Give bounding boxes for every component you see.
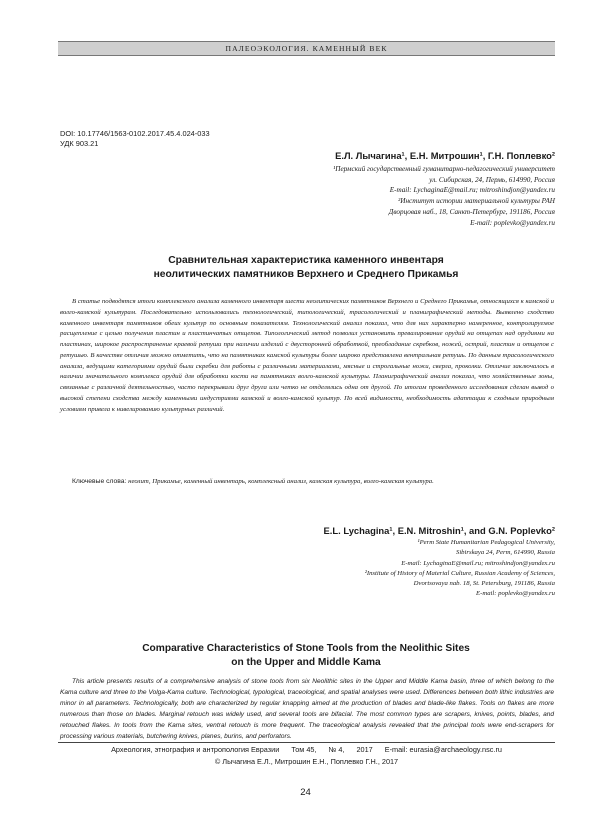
affiliation-line: Dvortsovaya nab. 18, St. Petersburg, 191186, Russia [413,580,555,588]
affiliation-line: ул. Сибирская, 24, Пермь, 614990, Россия [429,175,555,184]
doi-block [60,129,210,149]
affiliation-line: ¹Пермский государственный гуманитарно-педагогический университет [333,165,555,173]
udk: УДК 903.21 [60,139,99,148]
abstract-en: This article presents results of a comprehensive analysis of stone tools from six Neolithic sites in the Upper and Middle Kama basin, three of which belong to the Kama culture and three to the Volga-Kama culture. Technological, typological, traceological, and spatial analyses were used. Differences between both lithic industries are minor in all parameters. Technologically, both are characterized by regular knapping aimed at the production of blades and blade-like flakes. Tools on flakes are more numerous than those on blades. Marginal retouch was widely used, and several tools are bifacial. The most common types are scrapers, knives, points, blades, and retouched flakes. In tools from the Kama sites, ventral retouch is more frequent. The traceological analysis revealed that the principal tools were end-scrapers for processing various materials, butchering knives, planes, burins, and perforators. [60,678,554,740]
affiliation-line: ¹Perm State Humanitarian Pedagogical University, [417,539,555,546]
affiliation-line: Дворцовая наб., 18, Санкт-Петербург, 191186, Россия [388,207,555,216]
title-en-line1: Comparative Characteristics of Stone Tools from the Neolithic Sites [142,643,470,654]
title-ru-line1: Сравнительная характеристика каменного инвентаря [168,255,444,266]
title-ru-line2: неолитических памятников Верхнего и Среднего Прикамья [153,268,459,280]
authors-en: E.L. Lychagina¹, E.N. Mitroshin¹, and G.N. Poplevko² [323,525,555,536]
footer-journal-info [58,745,555,755]
keywords-ru [60,477,554,488]
affiliation-email: E-mail: LychaginaE@mail.ru; mitroshindjon@yandex.ru [389,186,555,195]
affiliation-line: ²Институт истории материальной культуры РАН [398,197,555,206]
affiliation-email: E-mail: poplevko@yandex.ru [470,218,555,227]
title-en-line2: on the Upper and Middle Kama [231,656,381,668]
affiliations-en [235,538,555,600]
affiliation-email: E-mail: LychaginaE@mail.ru; mitroshindjon@yandex.ru [401,559,555,567]
affiliation-email: E-mail: poplevko@yandex.ru [476,590,555,598]
footer-volume: Том 45, [291,745,317,754]
keywords-label: Ключевые слова: [72,478,127,485]
affiliation-line: Sibirskaya 24, Perm, 614990, Russia [455,549,555,557]
title-en [60,642,552,670]
keywords-text: неолит, Прикамье, каменный инвентарь, комплексный анализ, камская культура, волго-камская культура. [128,478,434,485]
title-ru [60,254,552,282]
doi: DOI: 10.17746/1563-0102.2017.45.4.024-033 [60,129,210,138]
affiliations-ru [215,164,555,228]
footer-rule [58,742,555,743]
footer-copyright: © Лычагина Е.Л., Митрошин Е.Н., Поплевко Г.Н., 2017 [214,757,399,766]
affiliation-line: ²Institute of History of Material Culture, Russian Academy of Sciences, [364,569,555,577]
page-number: 24 [300,787,311,798]
abstract-ru: В статье подводятся итоги комплексного анализа каменного инвентаря шести неолитических памятников Верхнего и Среднего Прикамья, относящихся к камской и волго-камской культурам. Последовательно использовались технологический, типологический, трасологический и планиграфический методы. Выявлено сходство каменного инвентаря памятников обеих культур по основным показателям. Технологический анализ показал, что для них характерно намеренное, контролируемое расщепление с целью получения пластин и пластинчатых отщепов. Типологический метод позволил установить превалирование орудий на отщепах над орудиями на пластинах, широкое распространение краевой ретуши при наличии изделий с двусторонней обработкой, преобладание скребков, ножей, острий, пластин и отщепов с ретушью. В качестве отличия можно отметить, что на памятниках камской культуры более широко представлена вентральная ретушь. По данным трасологического анализа, ведущими категориями орудий были скребки для работы с различными материалами, мясные и строгальные ножи, сверла, проколки. Отличие заключалось в наличии значительного комплекса орудий для обработки кости на памятниках волго-камской культуры. Планиграфический анализ показал, что хозяйственные зоны, связанные с различной деятельностью, часто перекрывали друг друга или четко не отделялись одна от другой. По итогам проведенного исследования сделан вывод о высокой степени сходства между каменными индустриями камской и волго-камской культур. По всей видимости, необходимость адаптации к сходным природным условиям привела к нивелированию культурных различий. [60,298,554,413]
footer-journal: Археология, этнография и антропология Евразии [111,745,280,754]
footer-issue: № 4, [328,745,345,754]
running-head: ПАЛЕОЭКОЛОГИЯ. КАМЕННЫЙ ВЕК [58,42,555,55]
footer-email: E-mail: eurasia@archaeology.nsc.ru [384,745,502,754]
footer-year: 2017 [356,745,373,754]
authors-ru: Е.Л. Лычагина¹, Е.Н. Митрошин¹, Г.Н. Поплевко² [335,150,555,161]
running-head-rule-bottom [58,55,555,56]
